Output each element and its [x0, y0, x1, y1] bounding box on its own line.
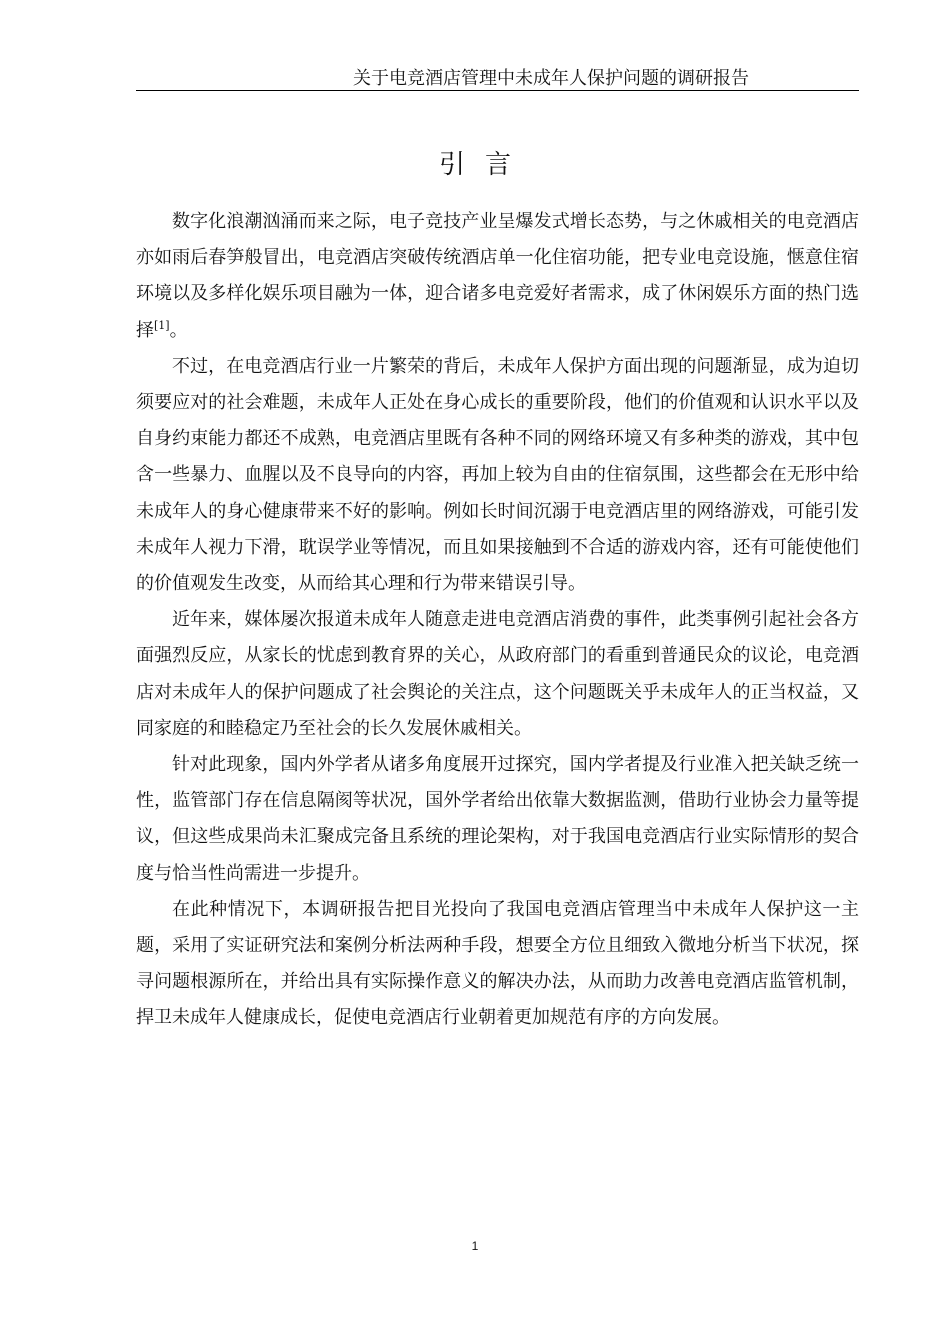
- running-header: [136, 68, 859, 91]
- citation-ref: [1]: [154, 318, 170, 332]
- body-text: [136, 204, 859, 1037]
- paragraph-1: [136, 204, 859, 349]
- paragraph-5: 在此种情况下，本调研报告把目光投向了我国电竞酒店管理当中未成年人保护这一主题，采用了实证研究法和案例分析法两种手段，想要全方位且细致入微地分析当下状况，探寻问题根源所在，并给出具有实际操作意义的解决办法，从而助力改善电竞酒店监管机制，捍卫未成年人健康成长，促使电竞酒店行业朝着更加规范有序的方向发展。: [136, 898, 859, 1029]
- paragraph-4: 针对此现象，国内外学者从诸多角度展开过探究，国内学者提及行业准入把关缺乏统一性，监管部门存在信息隔阂等状况，国外学者给出依靠大数据监测，借助行业协会力量等提议，但这些成果尚未汇聚成完备且系统的理论架构，对于我国电竞酒店行业实际情形的契合度与恰当性尚需进一步提升。: [136, 754, 859, 884]
- page-number: 1: [471, 1239, 479, 1253]
- paragraph-1-end: 。: [169, 319, 188, 341]
- paragraph-3: 近年来，媒体屡次报道未成年人随意走进电竞酒店消费的事件，此类事例引起社会各方面强烈反应，从家长的忧虑到教育界的关心，从政府部门的看重到普通民众的议论，电竞酒店对未成年人的保护问题成了社会舆论的关注点，这个问题既关乎未成年人的正当权益，又同家庭的和睦稳定乃至社会的长久发展休戚相关。: [136, 609, 859, 739]
- section-heading: 引言: [438, 150, 531, 180]
- header-title: 关于电竞酒店管理中未成年人保护问题的调研报告: [353, 68, 749, 89]
- paragraph-1-text: 数字化浪潮汹涌而来之际，电子竞技产业呈爆发式增长态势，与之休戚相关的电竞酒店亦如雨后春笋般冒出，电竞酒店突破传统酒店单一化住宿功能，把专业电竞设施，惬意住宿环境以及多样化娱乐项目融为一体，迎合诸多电竞爱好者需求，成了休闲娱乐方面的热门选择: [136, 211, 859, 341]
- paragraph-2: 不过，在电竞酒店行业一片繁荣的背后，未成年人保护方面出现的问题渐显，成为迫切须要应对的社会难题，未成年人正处在身心成长的重要阶段，他们的价值观和认识水平以及自身约束能力都还不成熟，电竞酒店里既有各种不同的网络环境又有多种类的游戏，其中包含一些暴力、血腥以及不良导向的内容，再加上较为自由的住宿氛围，这些都会在无形中给未成年人的身心健康带来不好的影响。例如长时间沉溺于电竞酒店里的网络游戏，可能引发未成年人视力下滑，耽误学业等情况，而且如果接触到不合适的游戏内容，还有可能使他们的价值观发生改变，从而给其心理和行为带来错误引导。: [136, 355, 859, 595]
